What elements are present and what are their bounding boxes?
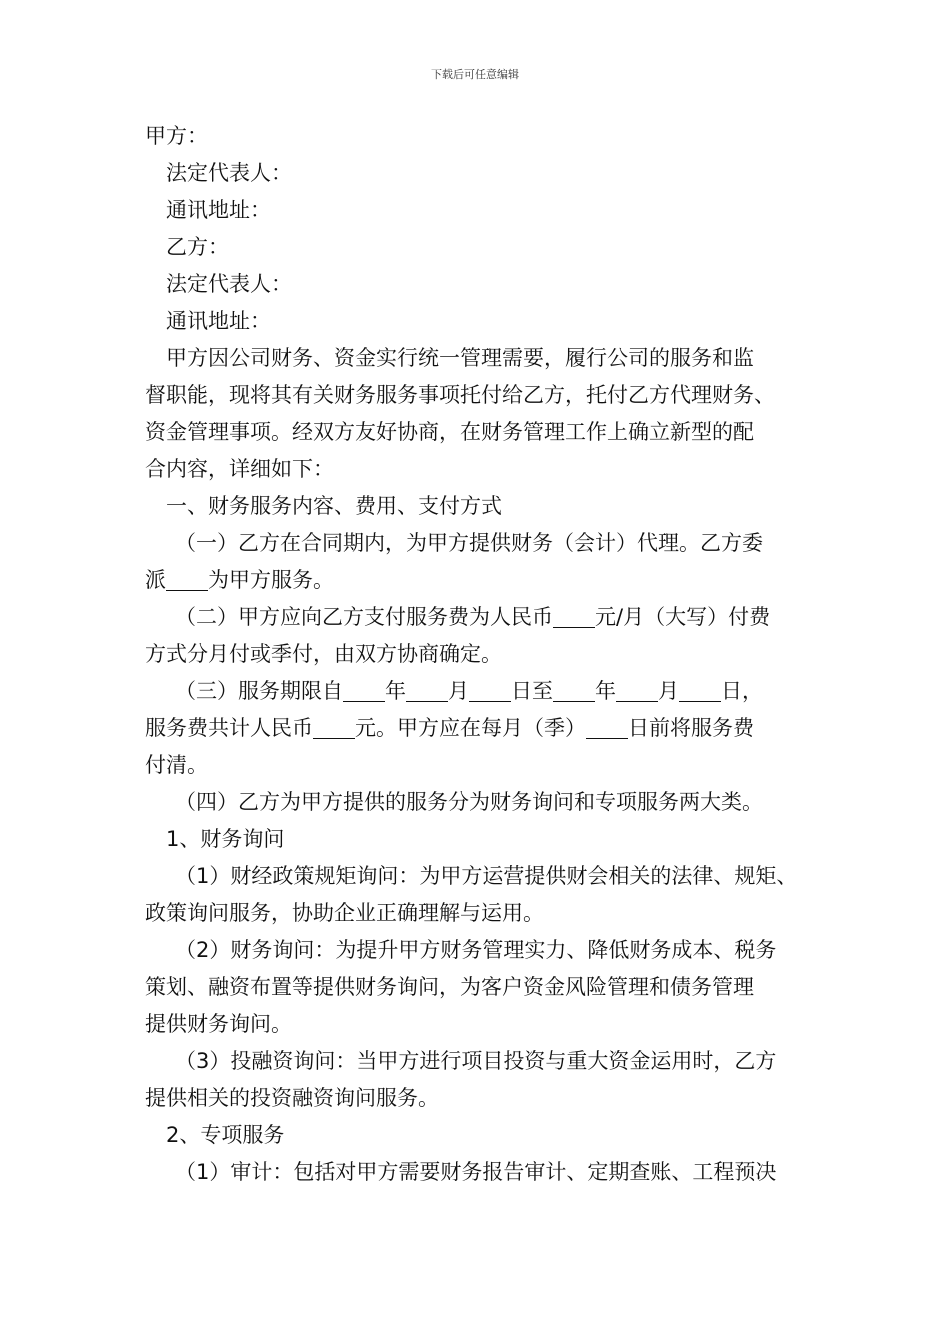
blank-field xyxy=(469,679,511,702)
item-3-line xyxy=(145,710,817,747)
item-1 xyxy=(145,525,817,599)
item-3-text: 月 xyxy=(658,679,679,703)
sub1-item-2-line: 提供财务询问。 xyxy=(145,1012,292,1036)
blank-field xyxy=(616,679,658,702)
blank-field xyxy=(406,679,448,702)
sub1-item-2 xyxy=(145,932,817,1043)
blank-field xyxy=(313,716,355,739)
item-2-text: （二）甲方应向乙方支付服务费为人民币 xyxy=(175,605,553,629)
intro-line: 资金管理事项。经双方友好协商，在财务管理工作上确立新型的配 xyxy=(145,420,754,444)
sub1-item-3-line: （3）投融资询问：当甲方进行项目投资与重大资金运用时，乙方 xyxy=(175,1049,777,1073)
sub2-item-1: （1）审计：包括对甲方需要财务报告审计、定期查账、工程预决 xyxy=(175,1160,777,1184)
sub1-item-3-line: 提供相关的投资融资询问服务。 xyxy=(145,1086,439,1110)
document-body xyxy=(145,118,817,1191)
party-a-address: 通讯地址： xyxy=(166,198,271,222)
section-1-title: 一、财务服务内容、费用、支付方式 xyxy=(166,494,502,518)
item-1-line xyxy=(145,562,817,599)
sub1-item-2-line: （2）财务询问：为提升甲方财务管理实力、降低财务成本、税务 xyxy=(175,938,777,962)
item-3-text: 服务费共计人民币 xyxy=(145,716,313,740)
sub1-item-2-line: 策划、融资布置等提供财务询问，为客户资金风险管理和债务管理 xyxy=(145,975,754,999)
item-3-text: 日至 xyxy=(511,679,553,703)
sub1-item-1-line: （1）财经政策规矩询问：为甲方运营提供财会相关的法律、规矩、 xyxy=(175,864,798,888)
item-3-text: 月 xyxy=(448,679,469,703)
blank-field xyxy=(166,568,208,591)
party-b-label: 乙方： xyxy=(166,235,229,259)
item-1-line: （一）乙方在合同期内，为甲方提供财务（会计）代理。乙方委 xyxy=(175,531,763,555)
intro-line: 督职能，现将其有关财务服务事项托付给乙方，托付乙方代理财务、 xyxy=(145,383,775,407)
item-1-text: 派 xyxy=(145,568,166,592)
subsection-2-title: 2、专项服务 xyxy=(166,1123,285,1147)
item-3-text: （三）服务期限自 xyxy=(175,679,343,703)
item-4: （四）乙方为甲方提供的服务分为财务询问和专项服务两大类。 xyxy=(175,790,763,814)
sub1-item-1 xyxy=(145,858,817,932)
item-3-text: 年 xyxy=(385,679,406,703)
item-1-text: 为甲方服务。 xyxy=(208,568,334,592)
subsection-1-title: 1、财务询问 xyxy=(166,827,285,851)
sub1-item-1-line: 政策询问服务，协助企业正确理解与运用。 xyxy=(145,901,544,925)
item-3-text: 日， xyxy=(721,679,763,703)
item-2-line xyxy=(145,599,817,636)
party-b-address: 通讯地址： xyxy=(166,309,271,333)
intro-line: 合内容，详细如下： xyxy=(145,457,334,481)
blank-field xyxy=(553,679,595,702)
intro-line: 甲方因公司财务、资金实行统一管理需要，履行公司的服务和监 xyxy=(166,346,754,370)
item-3-text: 元。甲方应在每月（季） xyxy=(355,716,586,740)
intro-paragraph xyxy=(145,340,817,488)
party-a-representative: 法定代表人： xyxy=(166,161,292,185)
item-3 xyxy=(145,673,817,784)
sub1-item-3 xyxy=(145,1043,817,1117)
item-3-text: 日前将服务费 xyxy=(628,716,754,740)
item-2-text: 元/月（大写）付费 xyxy=(595,605,771,629)
party-a-label: 甲方： xyxy=(145,124,208,148)
item-3-text: 年 xyxy=(595,679,616,703)
blank-field xyxy=(553,605,595,628)
blank-field xyxy=(679,679,721,702)
item-3-line: 付清。 xyxy=(145,753,208,777)
blank-field xyxy=(586,716,628,739)
page-header-note: 下载后可任意编辑 xyxy=(431,68,519,81)
item-3-line xyxy=(145,673,817,710)
item-2 xyxy=(145,599,817,673)
party-b-representative: 法定代表人： xyxy=(166,272,292,296)
item-2-line: 方式分月付或季付，由双方协商确定。 xyxy=(145,642,502,666)
blank-field xyxy=(343,679,385,702)
